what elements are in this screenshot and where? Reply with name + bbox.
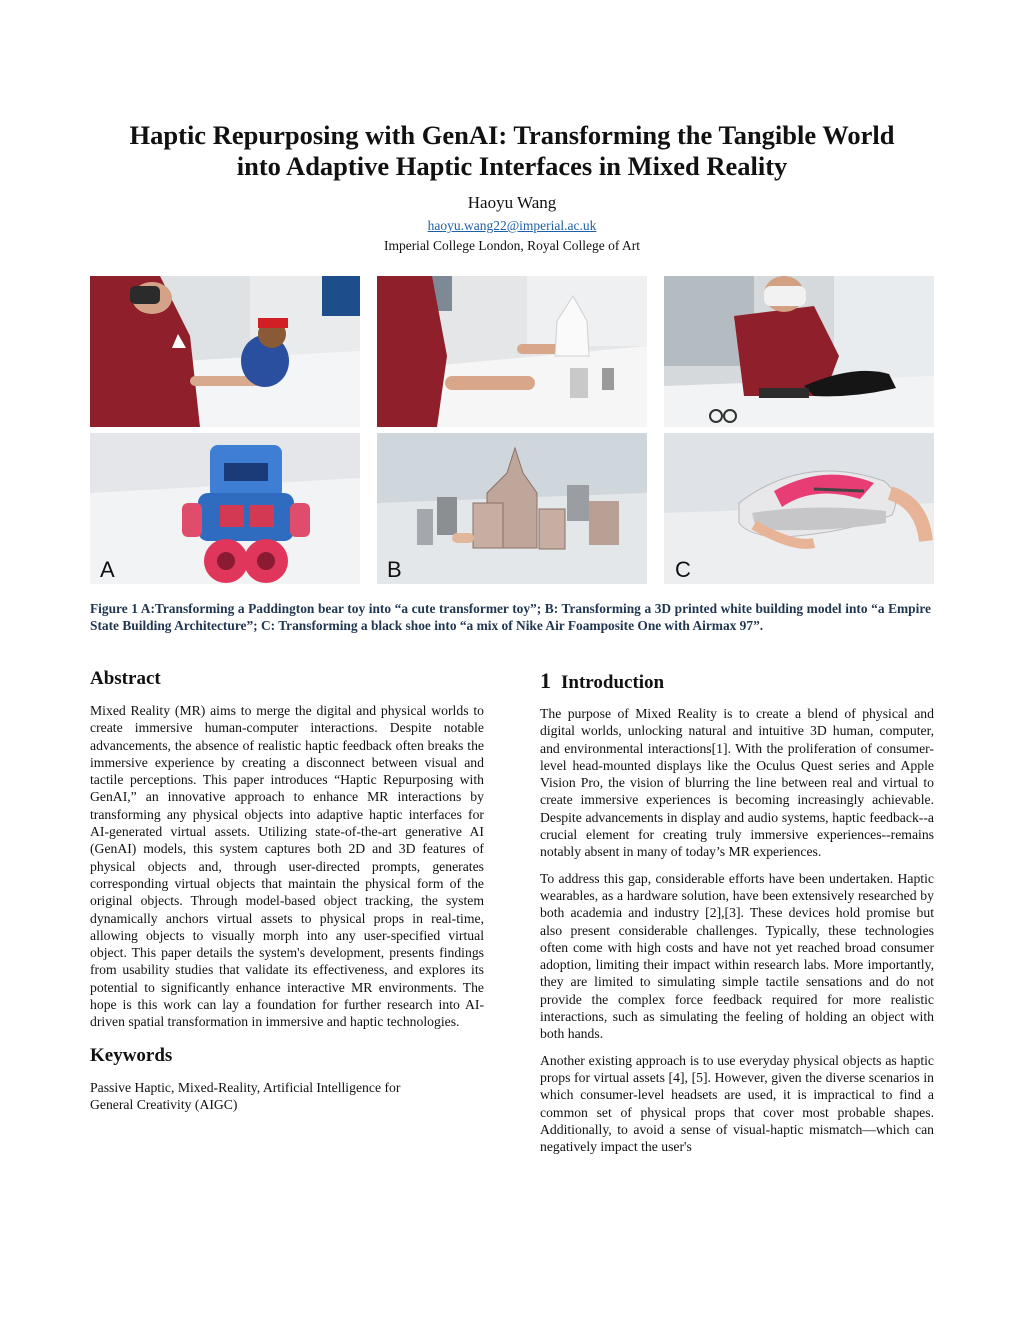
title-line-2: into Adaptive Haptic Interfaces in Mixed Reality [236, 151, 788, 181]
photo-a-bottom [90, 433, 360, 584]
email-link[interactable]: haoyu.wang22@imperial.ac.uk [427, 218, 597, 233]
panel-label-c: C [675, 557, 691, 582]
author-name: Haoyu Wang [467, 193, 557, 212]
intro-paragraph-1: The purpose of Mixed Reality is to create a blend of physical and digital worlds, unlocking natural and intuitive 3D human, computer, and environmental interactions[1]. With the proliferation of consumer-level head-mounted displays like the Oculus Quest series and Apple Vision Pro, the vision of blurring the line between real and virtual to create immersive experiences is becoming increasingly achievable. Despite advancements in display and audio systems, haptic feedback--a crucial element for creating truly immersive experiences--remains notably absent in many of today’s MR experiences. [540, 706, 934, 860]
abstract-text: Mixed Reality (MR) aims to merge the digital and physical worlds to create immersive human-computer interactions. Despite notable advancements, the absence of realistic haptic feedback often breaks the immersive experience by creating a disconnect between visual and tactile perceptions. This paper introduces “Haptic Repurposing with GenAI,” an innovative approach to enhance MR interactions by transforming any physical objects into adaptive haptic interfaces for AI-generated virtual assets. Utilizing state-of-the-art generative AI (GenAI) models, this system captures both 2D and 3D features of physical objects and, through user-directed prompts, generates corresponding virtual objects that maintain the physical form of the original objects. Through model-based object tracking, the system dynamically anchors virtual assets to physical props in real-time, allowing objects to visually morph into any user-specified virtual object. This paper details the system's development, presents findings from usability studies that validate its effectiveness, and explores its potential to significantly enhance interactive MR environments. The hope is this work can lay a foundation for further research into AI-driven spatial transformation in immersive and haptic technologies. [90, 703, 484, 1030]
affiliation: Imperial College London, Royal College of Art [383, 238, 641, 253]
figure-1-grid [90, 276, 934, 584]
section-number: 1 [540, 668, 551, 693]
panel-label-a: A [100, 557, 115, 582]
figure-caption: Figure 1 A:Transforming a Paddington bear toy into “a cute transformer toy”; B: Transforming a 3D printed white building model into “a Empire State Building Architecture”; C: Transforming a black shoe into “a mix of Nike Air Foamposite One with Airmax 97”. [90, 601, 931, 633]
photo-a-top [90, 276, 360, 427]
title-line-1: Haptic Repurposing with GenAI: Transforming the Tangible World [129, 120, 895, 150]
introduction-heading [540, 668, 934, 694]
photo-c-bottom [664, 433, 934, 584]
intro-paragraph-3: Another existing approach is to use everyday physical objects as haptic props for virtual assets [4], [5]. However, given the diverse scenarios in which consumer-level headsets are used, it is impractical to find a common set of physical props that cover most probable shapes. Additionally, to avoid a sense of visual-haptic mismatch—which can negatively impact the user's [540, 1052, 934, 1155]
left-column [90, 668, 484, 1113]
right-column [540, 668, 934, 1155]
keywords-text: Passive Haptic, Mixed-Reality, Artificial Intelligence for General Creativity (AIGC) [90, 1079, 401, 1112]
abstract-heading: Abstract [90, 668, 161, 689]
author-email[interactable] [0, 218, 1024, 234]
intro-paragraph-2: To address this gap, considerable efforts have been undertaken. Haptic wearables, as a hardware solution, have been extensively researched by both academia and industry [2],[3]. These devices hold promise but also present considerable challenges. Typically, these technologies often come with high costs and have not yet reached broad consumer adoption, limiting their impact within research labs. More importantly, they are limited to simulating simple tactile sensations and do not provide the complex force feedback required for more realistic interactions, such as simulating the feeling of holding an object with both hands. [540, 870, 934, 1042]
photo-b-bottom [377, 433, 647, 584]
paper-title [0, 120, 1024, 182]
photo-b-top [377, 276, 647, 427]
photo-c-top [664, 276, 934, 427]
section-title: Introduction [561, 672, 665, 693]
panel-label-b: B [387, 557, 402, 582]
keywords-heading: Keywords [90, 1044, 173, 1066]
